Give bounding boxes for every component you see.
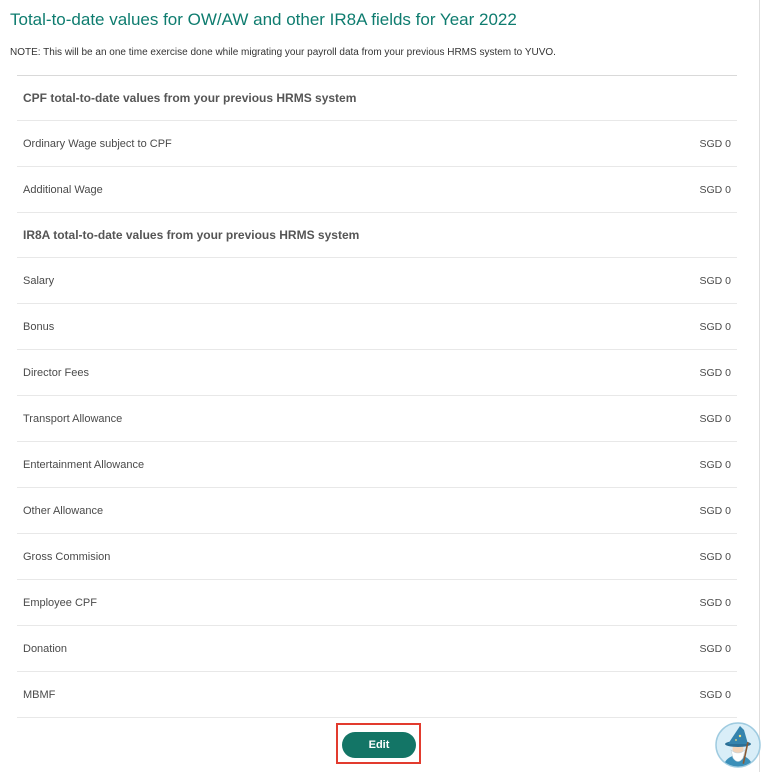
values-table: [17, 75, 737, 718]
table-row: [17, 396, 737, 442]
row-value: SGD 0: [699, 458, 731, 471]
row-label: Director Fees: [23, 366, 90, 379]
table-row: [17, 488, 737, 534]
table-row: [17, 580, 737, 626]
row-value: SGD 0: [699, 274, 731, 287]
page-title: Total-to-date values for OW/AW and other IR8A fields for Year 2022: [10, 10, 517, 29]
row-label: Ordinary Wage subject to CPF: [23, 137, 172, 150]
row-label: Employee CPF: [23, 596, 97, 609]
row-value: SGD 0: [699, 596, 731, 609]
table-row: [17, 258, 737, 304]
section-heading-ir8a: IR8A total-to-date values from your previous HRMS system: [17, 213, 737, 258]
page-note: NOTE: This will be an one time exercise done while migrating your payroll data from your previous HRMS system to YUVO.: [10, 47, 556, 58]
table-row: [17, 672, 737, 718]
row-value: SGD 0: [699, 412, 731, 425]
row-value: SGD 0: [699, 688, 731, 701]
row-value: SGD 0: [699, 137, 731, 150]
row-label: Transport Allowance: [23, 412, 123, 425]
row-value: SGD 0: [699, 642, 731, 655]
table-row: [17, 304, 737, 350]
row-value: SGD 0: [699, 366, 731, 379]
row-value: SGD 0: [699, 550, 731, 563]
right-divider: [759, 0, 760, 772]
row-label: Other Allowance: [23, 504, 104, 517]
table-row: [17, 442, 737, 488]
table-row: [17, 534, 737, 580]
row-label: Additional Wage: [23, 183, 103, 196]
table-row: [17, 626, 737, 672]
row-label: Donation: [23, 642, 68, 655]
section-heading-cpf: CPF total-to-date values from your previous HRMS system: [17, 76, 737, 121]
row-label: Salary: [23, 274, 55, 287]
row-value: SGD 0: [699, 183, 731, 196]
table-row: [17, 121, 737, 167]
row-label: MBMF: [23, 688, 56, 701]
row-value: SGD 0: [699, 504, 731, 517]
edit-button[interactable]: Edit: [342, 732, 416, 758]
table-row: [17, 167, 737, 213]
row-label: Bonus: [23, 320, 55, 333]
row-label: Gross Commision: [23, 550, 111, 563]
row-value: SGD 0: [699, 320, 731, 333]
table-row: [17, 350, 737, 396]
row-label: Entertainment Allowance: [23, 458, 145, 471]
wizard-avatar-icon[interactable]: [715, 722, 761, 768]
